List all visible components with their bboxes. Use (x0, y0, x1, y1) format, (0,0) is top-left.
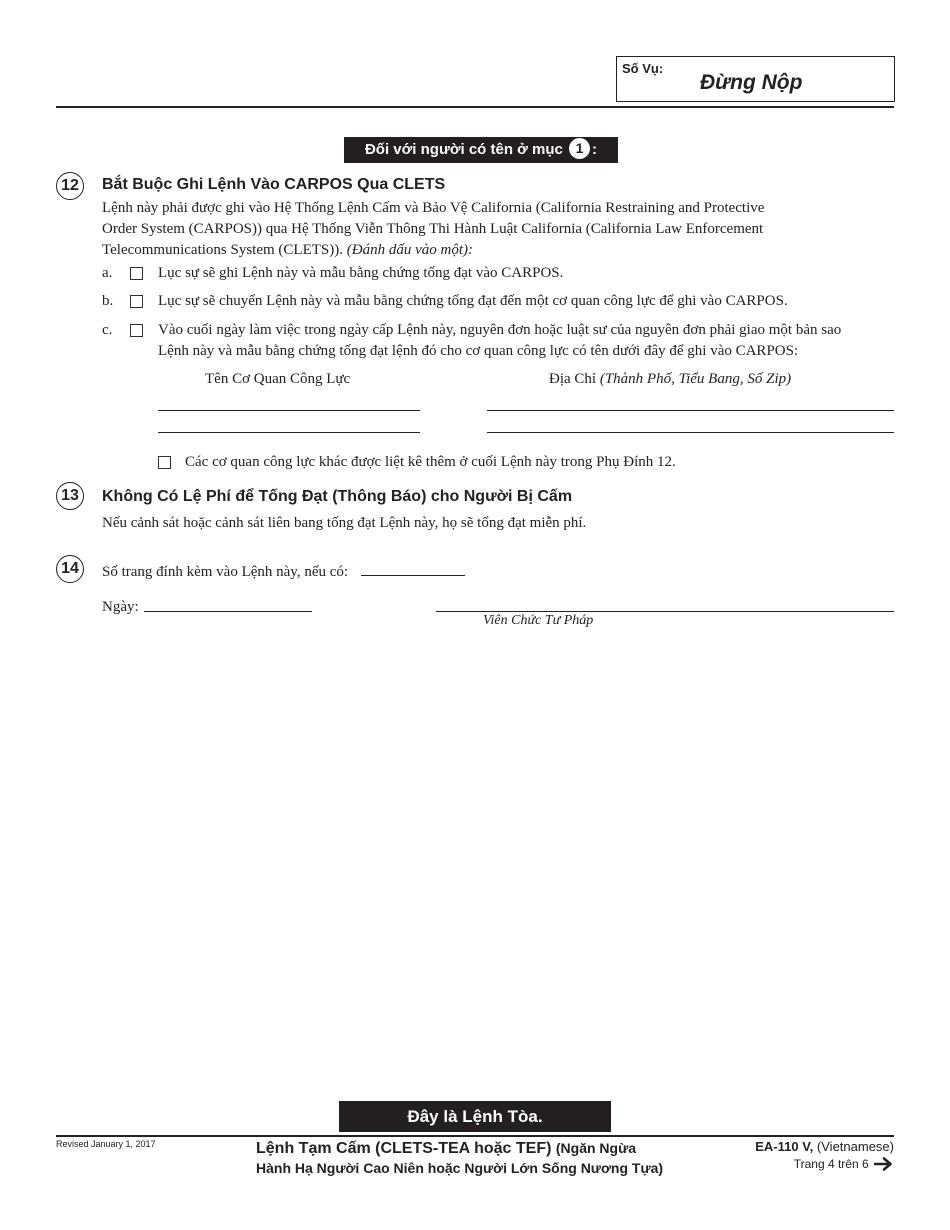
option-a-letter: a. (102, 265, 113, 281)
option-c-checkbox[interactable] (130, 324, 143, 337)
option-c-line2: Lệnh này và mẫu bằng chứng tống đạt lệnh đó cho cơ quan công lực có tên dưới đây để ghi vào CARPOS: (158, 343, 799, 359)
item-13-heading: Không Có Lệ Phí để Tống Đạt (Thông Báo) cho Người Bị Cấm (102, 488, 573, 505)
pages-attached-field[interactable] (361, 575, 465, 576)
agency-name-label: Tên Cơ Quan Công Lực (205, 371, 351, 387)
page-indicator-group (760, 1157, 894, 1174)
date-label: Ngày: (102, 599, 139, 615)
option-c-text (158, 320, 841, 362)
section-banner-prefix: Đối với người có tên ở mục (364, 141, 563, 158)
signature-label: Viên Chức Tư Pháp (483, 613, 594, 628)
page-indicator: Trang 4 trên 6 (793, 1157, 869, 1171)
case-number-label: Số Vụ: (622, 61, 664, 76)
form-title (256, 1140, 663, 1176)
form-language: (Vietnamese) (816, 1139, 894, 1154)
form-title-main: Lệnh Tạm Cấm (CLETS-TEA hoặc TEF) (256, 1140, 552, 1157)
item-14-number: 14 (56, 555, 84, 583)
option-c-letter: c. (102, 322, 113, 338)
header-divider (56, 106, 894, 108)
case-number-value: Đừng Nộp (700, 71, 803, 94)
address-hint: (Thành Phố, Tiểu Bang, Số Zip) (599, 371, 792, 387)
item-12-intro-line3: Telecommunications System (CLETS)). (102, 242, 343, 258)
item-12-number: 12 (56, 172, 84, 200)
option-a-text: Lục sự sẽ ghi Lệnh này và mẫu bằng chứng tống đạt vào CARPOS. (158, 265, 564, 281)
date-field[interactable] (144, 611, 312, 612)
item-13-body: Nếu cảnh sát hoặc cảnh sát liên bang tống đạt Lệnh này, họ sẽ tống đạt miễn phí. (102, 515, 587, 531)
address-line-2[interactable] (487, 432, 894, 433)
option-a-checkbox[interactable] (130, 267, 143, 280)
section-banner-suffix: : (592, 141, 598, 158)
other-agencies-text: Các cơ quan công lực khác được liệt kê thêm ở cuối Lệnh này trong Phụ Đính 12. (185, 454, 676, 470)
arrow-right-icon (874, 1157, 894, 1174)
form-number: EA-110 V, (755, 1139, 814, 1154)
address-label: Địa Chỉ (549, 371, 597, 387)
section-banner (344, 137, 618, 163)
option-c-line1: Vào cuối ngày làm việc trong ngày cấp Lệnh này, nguyên đơn hoặc luật sư của nguyên đơn phải giao một bản sao (158, 322, 842, 338)
footer-divider (56, 1135, 894, 1137)
item-12-heading: Bắt Buộc Ghi Lệnh Vào CARPOS Qua CLETS (102, 176, 446, 193)
form-title-line2: Hành Hạ Người Cao Niên hoặc Người Lớn Sống Nương Tựa) (256, 1160, 664, 1176)
item-12-intro (102, 198, 902, 261)
other-agencies-checkbox[interactable] (158, 456, 171, 469)
signature-line[interactable] (436, 611, 894, 612)
option-b-text: Lục sự sẽ chuyển Lệnh này và mẫu bằng chứng tống đạt đến một cơ quan công lực để ghi vào CARPOS. (158, 293, 788, 309)
court-order-banner: Đây là Lệnh Tòa. (339, 1101, 611, 1132)
pages-attached-label: Số trang đính kèm vào Lệnh này, nếu có: (102, 564, 349, 580)
address-label-group (549, 369, 791, 390)
item-ref-circle: 1 (569, 138, 590, 159)
form-id (720, 1139, 894, 1154)
form-title-sub: (Ngăn Ngừa (555, 1140, 637, 1156)
option-b-letter: b. (102, 293, 114, 309)
item-12-intro-line2: Order System (CARPOS)) qua Hệ Thống Viễn Thông Thi Hành Luật California (California Law Enforcement (102, 221, 764, 237)
revised-date: Revised January 1, 2017 (56, 1139, 156, 1149)
item-13-number: 13 (56, 482, 84, 510)
agency-name-line-1[interactable] (158, 410, 420, 411)
item-12-intro-line1: Lệnh này phải được ghi vào Hệ Thống Lệnh Cấm và Bảo Vệ California (California Restraining and Protective (102, 200, 765, 216)
agency-name-line-2[interactable] (158, 432, 420, 433)
address-line-1[interactable] (487, 410, 894, 411)
option-b-checkbox[interactable] (130, 295, 143, 308)
item-12-instruction: (Đánh dấu vào một): (346, 242, 473, 258)
